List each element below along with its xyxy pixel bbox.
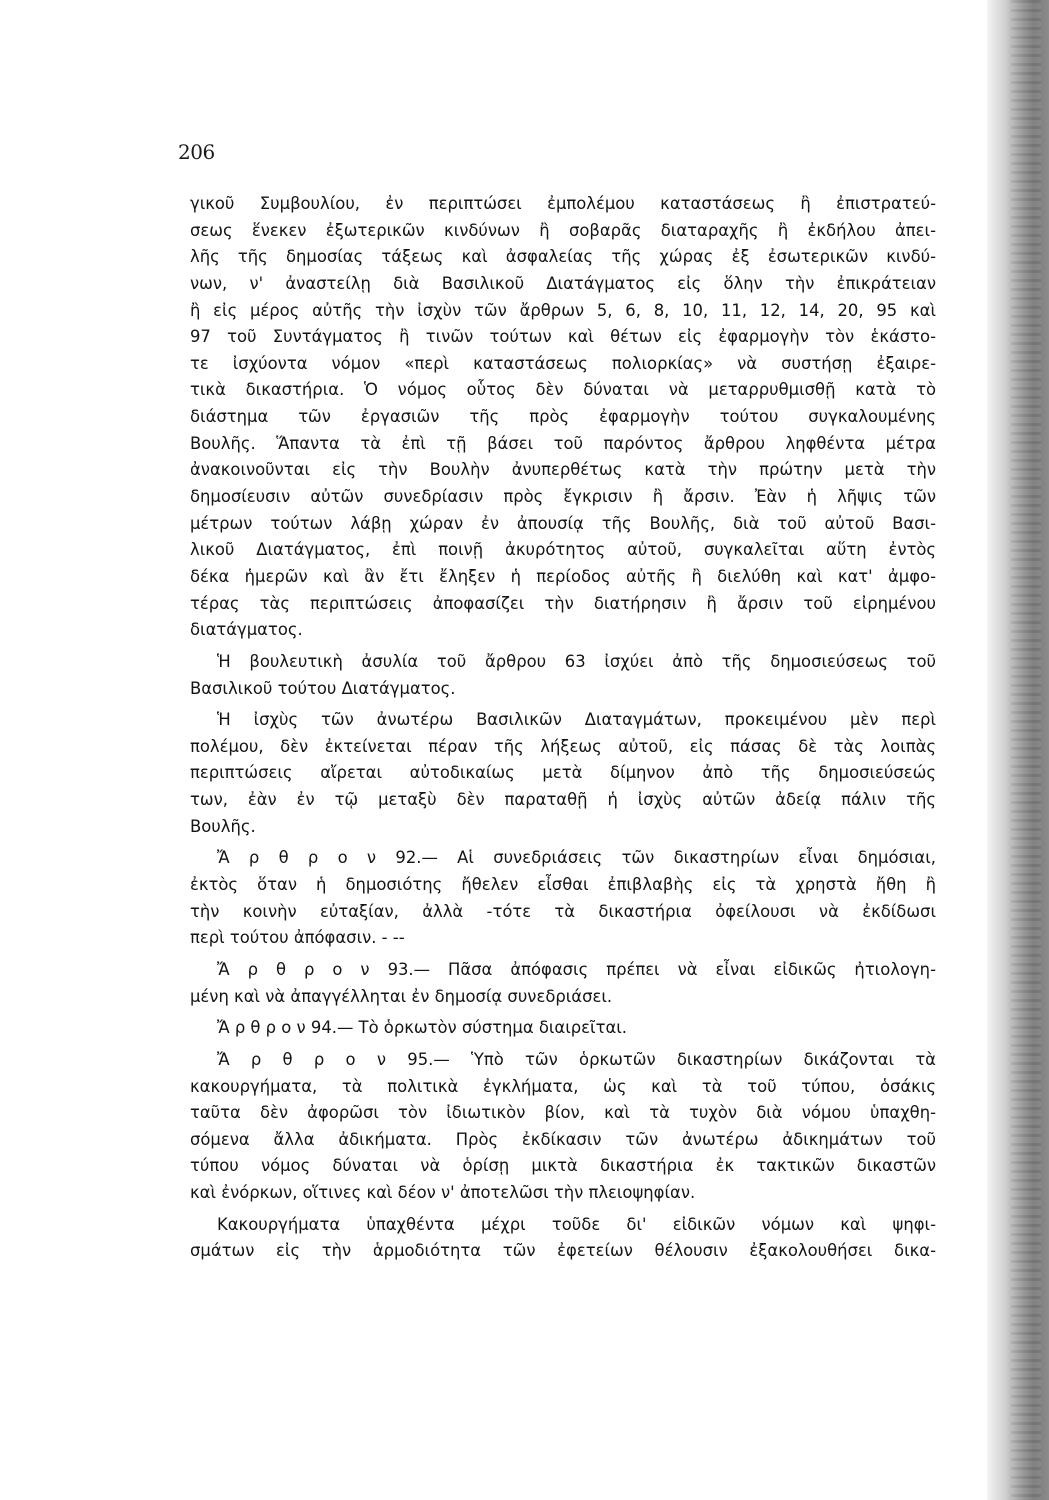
text-line: γικοῦ Συμβουλίου, ἐν περιπτώσει ἐμπολέμου καταστάσεως ἢ ἐπιστρατεύ- (190, 194, 936, 213)
text-line: Βουλῆς. (190, 816, 256, 836)
text-line: πολέμου, δὲν ἐκτείνεται πέραν τῆς λήξεως αὐτοῦ, εἰς πάσας δὲ τὰς λοιπὰς (190, 736, 936, 756)
text-line: ἐκτὸς ὅταν ἡ δημοσιότης ἤθελεν εἶσθαι ἐπιβλαβὴς εἰς τὰ χρηστὰ ἤθη ἢ (190, 875, 936, 895)
text-line: Ἄ ρ θ ρ ο ν 93.— Πᾶσα ἀπόφασις πρέπει νὰ εἶναι εἰδικῶς ἠτιολογη- (217, 959, 936, 979)
text-line: μένη καὶ νὰ ἀπαγγέλληται ἐν δημοσίᾳ συνεδριάσει. (190, 986, 613, 1006)
text-line: Ἄ ρ θ ρ ο ν 92.— Αἱ συνεδριάσεις τῶν δικαστηρίων εἶναι δημόσιαι, (217, 848, 936, 868)
article-92 (190, 845, 936, 952)
paragraph-final (190, 1212, 936, 1265)
text-line: Ἄ ρ θ ρ ο ν 95.— Ὑπὸ τῶν ὁρκωτῶν δικαστηρίων δικάζονται τὰ (217, 1049, 936, 1069)
article-94 (190, 1015, 936, 1042)
paragraph-3 (190, 707, 936, 840)
text-line: τύπου νόμος δύναται νὰ ὁρίσῃ μικτὰ δικαστήρια ἐκ τακτικῶν δικαστῶν (190, 1156, 936, 1176)
text-line: τέρας τὰς περιπτώσεις ἀποφασίζει τὴν διατήρησιν ἢ ἄρσιν τοῦ εἰρημένου (190, 593, 936, 613)
text-body (190, 191, 936, 1265)
text-line: τε ἰσχύοντα νόμον «περὶ καταστάσεως πολιορκίας» νὰ συστήσῃ ἐξαιρε- (190, 353, 936, 373)
text-line: τικὰ δικαστήρια. Ὁ νόμος οὗτος δὲν δύναται νὰ μεταρρυθμισθῇ κατὰ τὸ (190, 380, 936, 400)
text-line: 97 τοῦ Συντάγματος ἢ τινῶν τούτων καὶ θέτων εἰς ἐφαρμογὴν τὸν ἑκάστο- (190, 327, 936, 347)
text-line: μέτρων τούτων λάβῃ χώραν ἐν ἀπουσίᾳ τῆς Βουλῆς, διὰ τοῦ αὐτοῦ Βασι- (190, 513, 936, 533)
text-line: καὶ ἐνόρκων, οἵτινες καὶ δέον ν' ἀποτελῶσι τὴν πλειοψηφίαν. (190, 1183, 696, 1203)
text-line: νων, ν' ἀναστείλῃ διὰ Βασιλικοῦ Διατάγματος εἰς ὅλην τὴν ἐπικράτειαν (190, 273, 936, 293)
page-number: 206 (178, 140, 215, 164)
text-line: διάστημα τῶν ἐργασιῶν τῆς πρὸς ἐφαρμογὴν τούτου συγκαλουμένης (190, 407, 936, 427)
text-line: σόμενα ἄλλα ἀδικήματα. Πρὸς ἐκδίκασιν τῶν ἀνωτέρω ἀδικημάτων τοῦ (190, 1129, 936, 1149)
text-line: περὶ τούτου ἀπόφασιν. - -- (190, 928, 405, 948)
text-line: Βουλῆς. Ἅπαντα τὰ ἐπὶ τῇ βάσει τοῦ παρόντος ἄρθρου ληφθέντα μέτρα (190, 433, 936, 453)
text-line: Ἄ ρ θ ρ ο ν 94.— Τὸ ὁρκωτὸν σύστημα διαιρεῖται. (217, 1018, 628, 1038)
text-line: κακουργήματα, τὰ πολιτικὰ ἐγκλήματα, ὡς καὶ τὰ τοῦ τύπου, ὁσάκις (190, 1076, 936, 1096)
article-95 (190, 1047, 936, 1207)
text-line: ἢ εἰς μέρος αὐτῆς τὴν ἰσχὺν τῶν ἄρθρων 5, 6, 8, 10, 11, 12, 14, 20, 95 καὶ (190, 300, 936, 320)
text-line: Βασιλικοῦ τούτου Διατάγματος. (190, 678, 456, 698)
text-line: δέκα ἡμερῶν καὶ ἂν ἔτι ἔληξεν ἡ περίοδος αὐτῆς ἢ διελύθη καὶ κατ' ἀμφο- (190, 566, 936, 586)
text-line: τὴν κοινὴν εὐταξίαν, ἀλλὰ -τότε τὰ δικαστήρια ὀφείλουσι νὰ ἐκδίδωσι (190, 901, 936, 921)
article-93 (190, 957, 936, 1010)
text-line: ταῦτα δὲν ἀφορῶσι τὸν ἰδιωτικὸν βίον, καὶ τὰ τυχὸν διὰ νόμου ὑπαχθη- (190, 1103, 936, 1123)
scan-edge-streaks (1011, 0, 1041, 1500)
text-line: διατάγματος. (190, 620, 303, 640)
text-line: Ἡ ἰσχὺς τῶν ἀνωτέρω Βασιλικῶν Διαταγμάτων, προκειμένου μὲν περὶ (217, 710, 936, 730)
text-line: δημοσίευσιν αὐτῶν συνεδρίασιν πρὸς ἔγκρισιν ἢ ἄρσιν. Ἐὰν ἡ λῆψις τῶν (190, 487, 936, 507)
text-line: περιπτώσεις αἴρεται αὐτοδικαίως μετὰ δίμηνον ἀπὸ τῆς δημοσιεύσεώς (190, 763, 936, 783)
paragraph-2 (190, 649, 936, 702)
text-line: σμάτων εἰς τὴν ἁρμοδιότητα τῶν ἐφετείων θέλουσιν ἐξακολουθήσει δικα- (190, 1241, 936, 1261)
text-line: λικοῦ Διατάγματος, ἐπὶ ποινῇ ἀκυρότητος αὐτοῦ, συγκαλεῖται αὕτη ἐντὸς (190, 540, 936, 560)
text-line: Κακουργήματα ὑπαχθέντα μέχρι τοῦδε δι' εἰδικῶν νόμων καὶ ψηφι- (217, 1214, 936, 1234)
text-line: των, ἐὰν ἐν τῷ μεταξὺ δὲν παραταθῇ ἡ ἰσχὺς αὐτῶν ἀδείᾳ πάλιν τῆς (190, 790, 936, 810)
text-line: σεως ἕνεκεν ἐξωτερικῶν κινδύνων ἢ σοβαρᾶς διαταραχῆς ἢ ἐκδήλου ἀπει- (190, 220, 936, 240)
text-line: λῆς τῆς δημοσίας τάξεως καὶ ἀσφαλείας τῆς χώρας ἐξ ἐσωτερικῶν κινδύ- (190, 247, 936, 267)
text-line: Ἡ βουλευτικὴ ἀσυλία τοῦ ἄρθρου 63 ἰσχύει ἀπὸ τῆς δημοσιεύσεως τοῦ (217, 651, 936, 671)
text-line: ἀνακοινοῦνται εἰς τὴν Βουλὴν ἀνυπερθέτως κατὰ τὴν πρώτην μετὰ τὴν (190, 460, 936, 480)
paragraph-1 (190, 191, 936, 644)
